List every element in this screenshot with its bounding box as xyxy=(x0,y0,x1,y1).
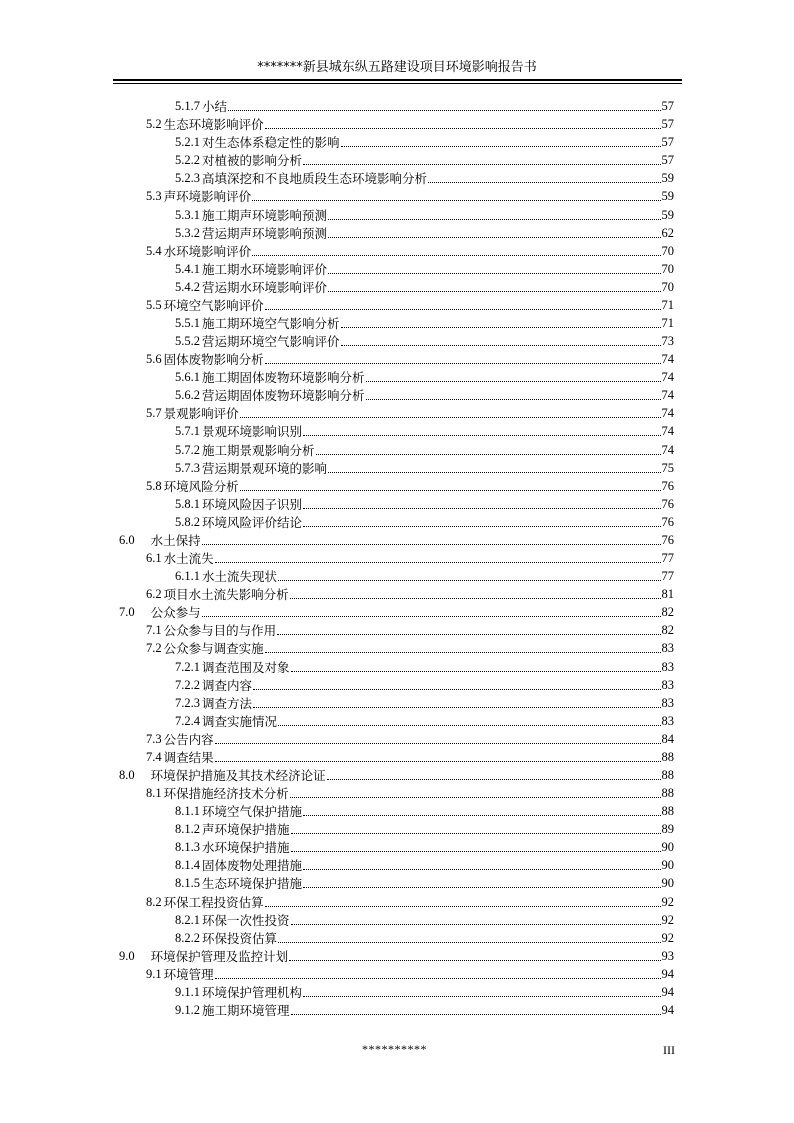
header-rule-thin xyxy=(113,83,682,84)
toc-entry[interactable] xyxy=(113,349,674,367)
toc-entry-number: 5.8.1 xyxy=(175,496,200,511)
toc-dot-leader xyxy=(265,895,661,907)
toc-entry-page: 57 xyxy=(661,99,674,114)
toc-dot-leader xyxy=(291,913,661,925)
toc-dot-leader xyxy=(228,99,660,111)
toc-entry-page: 88 xyxy=(661,804,674,819)
toc-entry-title: 高填深挖和不良地质段生态环境影响分析 xyxy=(202,171,428,187)
toc-entry-number: 5.4 xyxy=(146,243,162,258)
toc-entry-number: 8.1.4 xyxy=(175,858,200,873)
toc-entry-page: 74 xyxy=(661,352,674,367)
toc-entry[interactable] xyxy=(113,259,674,277)
toc-entry-page: 76 xyxy=(661,514,674,529)
toc-entry-title: 固体废物影响分析 xyxy=(163,352,264,368)
toc-entry[interactable] xyxy=(113,168,674,186)
toc-entry-title: 生态环境影响评价 xyxy=(163,117,264,133)
toc-entry[interactable] xyxy=(113,295,674,313)
toc-entry[interactable] xyxy=(113,819,674,837)
toc-entry[interactable] xyxy=(113,584,674,602)
table-of-contents xyxy=(113,96,674,1018)
toc-entry-number: 5.8.2 xyxy=(175,514,200,529)
toc-entry-number: 8.1.3 xyxy=(175,840,200,855)
toc-entry-page: 76 xyxy=(661,496,674,511)
toc-entry-title: 对生态体系稳定性的影响 xyxy=(202,135,340,151)
toc-entry[interactable] xyxy=(113,421,674,439)
toc-entry-title: 调查方法 xyxy=(202,695,253,711)
toc-dot-leader xyxy=(291,1003,661,1015)
toc-entry-title: 环保一次性投资 xyxy=(202,912,290,928)
toc-entry-number: 7.0 xyxy=(119,605,135,620)
toc-entry-title: 施工期环境管理 xyxy=(202,1002,290,1018)
toc-entry[interactable] xyxy=(113,439,674,457)
toc-entry-number: 9.0 xyxy=(119,948,135,963)
toc-entry[interactable] xyxy=(113,367,674,385)
toc-entry-title: 公告内容 xyxy=(163,731,214,747)
toc-entry-title: 环境保护管理机构 xyxy=(202,984,303,1000)
toc-entry[interactable] xyxy=(113,837,674,855)
toc-entry-page: 71 xyxy=(661,297,674,312)
toc-entry-number: 7.3 xyxy=(146,731,162,746)
toc-entry-page: 92 xyxy=(661,912,674,927)
toc-entry-page: 59 xyxy=(661,207,674,222)
toc-entry-number: 8.2.2 xyxy=(175,930,200,945)
toc-entry[interactable] xyxy=(113,223,674,241)
toc-entry-title: 水环境保护措施 xyxy=(202,840,290,856)
toc-entry-title: 环境风险因子识别 xyxy=(202,496,303,512)
toc-dot-leader xyxy=(366,388,661,400)
toc-entry[interactable] xyxy=(113,494,674,512)
toc-dot-leader xyxy=(265,298,661,310)
toc-entry-title: 施工期水环境影响评价 xyxy=(202,261,328,277)
toc-entry-title: 固体废物处理措施 xyxy=(202,858,303,874)
toc-entry-page: 74 xyxy=(661,370,674,385)
toc-dot-leader xyxy=(328,262,660,274)
toc-dot-leader xyxy=(428,171,660,183)
toc-dot-leader xyxy=(328,226,660,238)
footer-page-number: III xyxy=(663,1043,675,1057)
toc-entry-page: 82 xyxy=(661,623,674,638)
toc-entry[interactable] xyxy=(113,114,674,132)
toc-entry-title: 营运期声环境影响预测 xyxy=(202,225,328,241)
toc-entry-title: 声环境保护措施 xyxy=(202,822,290,838)
toc-entry-title: 公众参与调查实施 xyxy=(163,641,264,657)
toc-dot-leader xyxy=(291,660,661,672)
toc-entry-page: 88 xyxy=(661,767,674,782)
toc-dot-leader xyxy=(341,316,661,328)
toc-entry-page: 88 xyxy=(661,749,674,764)
toc-dot-leader xyxy=(252,244,660,256)
toc-entry[interactable] xyxy=(113,512,674,530)
toc-entry-title: 环境风险分析 xyxy=(163,478,239,494)
toc-entry-title: 营运期水环境影响评价 xyxy=(202,279,328,295)
toc-dot-leader xyxy=(265,641,661,653)
toc-entry-page: 94 xyxy=(661,1002,674,1017)
toc-dot-leader xyxy=(215,967,661,979)
toc-entry-page: 90 xyxy=(661,840,674,855)
toc-entry-page: 81 xyxy=(661,587,674,602)
toc-entry-number: 7.2.3 xyxy=(175,695,200,710)
toc-entry-page: 76 xyxy=(661,532,674,547)
toc-entry-number: 5.5.1 xyxy=(175,316,200,331)
toc-entry-title: 景观影响评价 xyxy=(163,406,239,422)
toc-entry-page: 92 xyxy=(661,894,674,909)
toc-dot-leader xyxy=(303,497,660,509)
toc-entry[interactable] xyxy=(113,747,674,765)
toc-entry-page: 70 xyxy=(661,261,674,276)
toc-entry-title: 环保投资估算 xyxy=(202,930,278,946)
toc-entry-number: 5.4.2 xyxy=(175,279,200,294)
toc-entry[interactable] xyxy=(113,946,674,964)
toc-entry[interactable] xyxy=(113,964,674,982)
toc-entry-title: 环境管理 xyxy=(163,966,214,982)
toc-dot-leader xyxy=(202,533,661,545)
toc-entry-page: 57 xyxy=(661,135,674,150)
toc-dot-leader xyxy=(303,876,660,888)
toc-entry-title: 环境保护管理及监控计划 xyxy=(150,948,289,964)
document-header-title: *******新县城东纵五路建设项目环境影响报告书 xyxy=(257,60,537,75)
toc-entry-title: 环保工程投资估算 xyxy=(163,894,264,910)
toc-entry-title: 调查范围及对象 xyxy=(202,659,290,675)
toc-entry-number: 8.2.1 xyxy=(175,912,200,927)
toc-entry[interactable] xyxy=(113,602,674,620)
toc-entry-page: 74 xyxy=(661,388,674,403)
toc-dot-leader xyxy=(240,479,661,491)
toc-entry-page: 74 xyxy=(661,406,674,421)
toc-entry-page: 90 xyxy=(661,876,674,891)
toc-entry-number: 7.2 xyxy=(146,641,162,656)
toc-entry-title: 营运期环境空气影响评价 xyxy=(202,334,340,350)
toc-entry-number: 5.5.2 xyxy=(175,334,200,349)
toc-entry-page: 73 xyxy=(661,334,674,349)
toc-dot-leader xyxy=(265,352,661,364)
toc-entry-title: 公众参与目的与作用 xyxy=(163,623,277,639)
toc-entry[interactable] xyxy=(113,801,674,819)
toc-entry-number: 7.1 xyxy=(146,623,162,638)
toc-dot-leader xyxy=(278,714,660,726)
toc-dot-leader xyxy=(253,696,660,708)
toc-entry-number: 5.1.7 xyxy=(175,99,200,114)
toc-entry[interactable] xyxy=(113,150,674,168)
toc-entry-page: 57 xyxy=(661,153,674,168)
toc-dot-leader xyxy=(366,370,661,382)
toc-entry-title: 调查结果 xyxy=(163,749,214,765)
toc-entry-title: 对植被的影响分析 xyxy=(202,153,303,169)
toc-entry-title: 施工期环境空气影响分析 xyxy=(202,316,340,332)
toc-entry-number: 5.3.2 xyxy=(175,225,200,240)
toc-entry-number: 9.1 xyxy=(146,966,162,981)
toc-entry-number: 8.2 xyxy=(146,894,162,909)
toc-entry-number: 8.1.5 xyxy=(175,876,200,891)
toc-entry-number: 5.8 xyxy=(146,478,162,493)
toc-entry-number: 9.1.1 xyxy=(175,984,200,999)
toc-entry[interactable] xyxy=(113,928,674,946)
toc-entry-page: 88 xyxy=(661,786,674,801)
toc-entry-page: 57 xyxy=(661,117,674,132)
toc-dot-leader xyxy=(328,280,660,292)
toc-dot-leader xyxy=(290,786,661,798)
toc-entry-title: 施工期固体废物环境影响分析 xyxy=(202,370,365,386)
toc-dot-leader xyxy=(290,587,661,599)
toc-entry-page: 92 xyxy=(661,930,674,945)
toc-entry-page: 75 xyxy=(661,460,674,475)
toc-entry[interactable] xyxy=(113,385,674,403)
footer-masked-text: ********** xyxy=(362,1042,427,1056)
toc-entry[interactable] xyxy=(113,204,674,222)
toc-dot-leader xyxy=(252,189,660,201)
toc-entry-title: 小结 xyxy=(202,99,228,115)
toc-entry-page: 71 xyxy=(661,316,674,331)
toc-dot-leader xyxy=(278,569,660,581)
toc-entry-title: 环保措施经济技术分析 xyxy=(163,786,289,802)
toc-entry-title: 水土保持 xyxy=(150,532,201,548)
toc-entry-number: 5.4.1 xyxy=(175,261,200,276)
toc-entry-number: 9.1.2 xyxy=(175,1002,200,1017)
toc-entry-title: 环境风险评价结论 xyxy=(202,514,303,530)
toc-entry-page: 62 xyxy=(661,225,674,240)
toc-entry[interactable] xyxy=(113,313,674,331)
toc-entry-number: 5.7.3 xyxy=(175,460,200,475)
toc-entry-title: 公众参与 xyxy=(150,605,201,621)
toc-entry[interactable] xyxy=(113,241,674,259)
toc-entry-title: 环境保护措施及其技术经济论证 xyxy=(150,767,326,783)
toc-entry[interactable] xyxy=(113,711,674,729)
toc-entry[interactable] xyxy=(113,458,674,476)
toc-entry-title: 营运期景观环境的影响 xyxy=(202,460,328,476)
toc-entry-title: 生态环境保护措施 xyxy=(202,876,303,892)
toc-entry-page: 83 xyxy=(661,659,674,674)
toc-entry-title: 声环境影响评价 xyxy=(163,189,252,205)
toc-entry[interactable] xyxy=(113,96,674,114)
toc-dot-leader xyxy=(278,931,660,943)
toc-entry-page: 84 xyxy=(661,731,674,746)
toc-entry[interactable] xyxy=(113,566,674,584)
toc-entry-title: 环境空气影响评价 xyxy=(163,297,264,313)
toc-entry-number: 6.1 xyxy=(146,551,162,566)
toc-entry-page: 94 xyxy=(661,984,674,999)
toc-dot-leader xyxy=(303,424,660,436)
toc-dot-leader xyxy=(328,208,660,220)
toc-entry-page: 89 xyxy=(661,822,674,837)
toc-dot-leader xyxy=(303,515,660,527)
header-rule-thick xyxy=(113,79,682,81)
toc-entry-title: 环境空气保护措施 xyxy=(202,804,303,820)
toc-entry-number: 7.2.4 xyxy=(175,713,200,728)
toc-entry-title: 水土流失现状 xyxy=(202,569,278,585)
toc-entry-page: 82 xyxy=(661,605,674,620)
toc-entry-page: 83 xyxy=(661,713,674,728)
toc-entry-title: 景观环境影响识别 xyxy=(202,424,303,440)
toc-entry[interactable] xyxy=(113,638,674,656)
toc-dot-leader xyxy=(215,551,661,563)
toc-entry-page: 83 xyxy=(661,695,674,710)
toc-entry-number: 5.2.3 xyxy=(175,171,200,186)
toc-entry-page: 93 xyxy=(661,948,674,963)
toc-entry-title: 施工期声环境影响预测 xyxy=(202,207,328,223)
toc-entry-page: 77 xyxy=(661,551,674,566)
toc-dot-leader xyxy=(303,858,660,870)
toc-entry[interactable] xyxy=(113,1000,674,1018)
toc-entry[interactable] xyxy=(113,656,674,674)
toc-entry-title: 调查实施情况 xyxy=(202,713,278,729)
toc-entry[interactable] xyxy=(113,982,674,1000)
toc-dot-leader xyxy=(291,840,661,852)
toc-entry-number: 5.2 xyxy=(146,117,162,132)
toc-entry[interactable] xyxy=(113,277,674,295)
toc-entry[interactable] xyxy=(113,783,674,801)
toc-dot-leader xyxy=(303,153,660,165)
toc-dot-leader xyxy=(303,985,660,997)
toc-entry-title: 调查内容 xyxy=(202,677,253,693)
toc-dot-leader xyxy=(215,750,661,762)
toc-entry-page: 70 xyxy=(661,243,674,258)
toc-entry-number: 5.3.1 xyxy=(175,207,200,222)
toc-dot-leader xyxy=(327,768,661,780)
toc-entry-number: 8.1.1 xyxy=(175,804,200,819)
toc-entry-page: 74 xyxy=(661,442,674,457)
toc-dot-leader xyxy=(289,949,660,961)
toc-entry-page: 59 xyxy=(661,189,674,204)
toc-dot-leader xyxy=(291,822,661,834)
toc-dot-leader xyxy=(265,117,661,129)
toc-entry-number: 7.4 xyxy=(146,749,162,764)
toc-entry-number: 6.2 xyxy=(146,587,162,602)
toc-entry[interactable] xyxy=(113,729,674,747)
toc-entry-number: 8.1 xyxy=(146,786,162,801)
toc-entry-page: 83 xyxy=(661,641,674,656)
toc-entry-title: 水土流失 xyxy=(163,551,214,567)
toc-entry-title: 施工期景观影响分析 xyxy=(202,442,315,458)
toc-entry[interactable] xyxy=(113,873,674,891)
toc-entry[interactable] xyxy=(113,403,674,421)
toc-entry-number: 5.5 xyxy=(146,297,162,312)
toc-entry-number: 5.2.1 xyxy=(175,135,200,150)
toc-entry[interactable] xyxy=(113,765,674,783)
toc-entry-page: 94 xyxy=(661,966,674,981)
toc-dot-leader xyxy=(240,406,661,418)
toc-dot-leader xyxy=(202,605,661,617)
toc-entry[interactable] xyxy=(113,530,674,548)
toc-entry[interactable] xyxy=(113,186,674,204)
toc-entry-number: 5.2.2 xyxy=(175,153,200,168)
toc-entry-title: 营运期固体废物环境影响分析 xyxy=(202,388,365,404)
toc-dot-leader xyxy=(328,461,660,473)
toc-entry-page: 76 xyxy=(661,478,674,493)
toc-entry-number: 5.7.1 xyxy=(175,424,200,439)
toc-entry-number: 5.3 xyxy=(146,189,162,204)
toc-entry[interactable] xyxy=(113,855,674,873)
toc-entry-number: 7.2.2 xyxy=(175,677,200,692)
toc-entry[interactable] xyxy=(113,891,674,909)
toc-entry-number: 8.0 xyxy=(119,767,135,782)
toc-entry-page: 59 xyxy=(661,171,674,186)
toc-entry[interactable] xyxy=(113,620,674,638)
toc-entry-number: 6.0 xyxy=(119,532,135,547)
toc-entry[interactable] xyxy=(113,548,674,566)
toc-entry[interactable] xyxy=(113,132,674,150)
toc-entry[interactable] xyxy=(113,476,674,494)
toc-entry[interactable] xyxy=(113,693,674,711)
toc-entry-page: 74 xyxy=(661,424,674,439)
toc-entry-page: 77 xyxy=(661,569,674,584)
toc-entry-title: 项目水土流失影响分析 xyxy=(163,587,289,603)
toc-entry-number: 5.7.2 xyxy=(175,442,200,457)
toc-entry-number: 5.6.2 xyxy=(175,388,200,403)
toc-entry[interactable] xyxy=(113,910,674,928)
toc-entry[interactable] xyxy=(113,331,674,349)
toc-dot-leader xyxy=(215,732,661,744)
toc-entry-number: 5.6 xyxy=(146,352,162,367)
toc-entry-number: 7.2.1 xyxy=(175,659,200,674)
toc-entry-number: 5.6.1 xyxy=(175,370,200,385)
toc-entry-page: 70 xyxy=(661,279,674,294)
toc-entry-number: 6.1.1 xyxy=(175,569,200,584)
toc-dot-leader xyxy=(253,678,660,690)
toc-dot-leader xyxy=(277,623,660,635)
toc-dot-leader xyxy=(303,804,660,816)
toc-entry-page: 90 xyxy=(661,858,674,873)
toc-entry-page: 83 xyxy=(661,677,674,692)
toc-dot-leader xyxy=(341,334,661,346)
toc-entry[interactable] xyxy=(113,675,674,693)
toc-dot-leader xyxy=(341,135,661,147)
toc-entry-number: 5.7 xyxy=(146,406,162,421)
toc-entry-number: 8.1.2 xyxy=(175,822,200,837)
toc-entry-title: 水环境影响评价 xyxy=(163,243,252,259)
toc-dot-leader xyxy=(316,443,661,455)
